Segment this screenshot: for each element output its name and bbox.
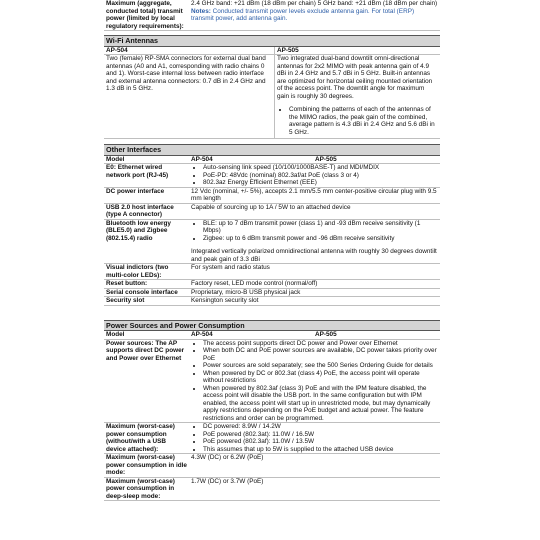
row-value — [189, 423, 440, 454]
max-power-list — [191, 423, 438, 453]
row-value: Capable of sourcing up to 1A / 5W to an attached device — [189, 203, 440, 219]
row-label: Power sources: The AP supports direct DC power and Power over Ethernet — [104, 339, 189, 423]
section-title-other-interfaces: Other Interfaces — [104, 144, 440, 156]
table-row — [104, 297, 440, 306]
header-ap505: AP-505 — [315, 155, 337, 163]
row-value — [189, 0, 440, 31]
transmit-power-value: 2.4 GHz band: +21 dBm (18 dBm per chain) 5 GHz band: +21 dBm (18 dBm per chain) — [191, 0, 438, 7]
row-value: For system and radio status — [189, 264, 440, 280]
power-table — [104, 331, 440, 501]
table-row — [104, 477, 440, 501]
header-model: Model — [104, 331, 189, 339]
table-header-row — [104, 156, 440, 164]
table-row — [104, 280, 440, 289]
list-item: • 802.3az Energy Efficient Ethernet (EEE) — [203, 179, 438, 187]
row-value: 12 Vdc (nominal, +/- 5%), accepts 2.1 mm/5.5 mm center-positive circular plug with 9.5 mm length — [189, 187, 440, 203]
list-item: • PoE powered (802.3at): 11.0W / 16.5W — [203, 431, 438, 439]
col-ap505: AP-505 — [275, 47, 441, 55]
transmit-power-note — [191, 8, 438, 23]
table-row — [104, 288, 440, 297]
table-row — [104, 339, 440, 423]
table-row — [104, 0, 440, 31]
table-row — [104, 423, 440, 454]
bluetooth-antenna-text: Integrated vertically polarized omnidirectional antenna with roughly 30 degrees downtilt and peak gain of 3.3 dBi — [191, 248, 437, 263]
ethernet-list — [191, 164, 438, 187]
list-item: • PoE powered (802.3af): 11.0W / 13.5W — [203, 438, 438, 446]
ap505-antenna-list — [277, 106, 438, 136]
col-ap504: AP-504 — [104, 47, 275, 55]
row-label: Maximum (worst-case) power consumption in deep-sleep mode: — [104, 477, 189, 501]
header-ap504: AP-504 — [191, 331, 213, 338]
table-row — [104, 454, 440, 478]
ap504-antenna-text: Two (female) RP-SMA connectors for external dual band antennas (A0 and A1, corresponding with radio chains 0 and 1). Worst-case internal loss between radio interface and external antenna connectors: 0.7 dB in 2.4 GHz and 1.3 dB in 5 GHz. — [104, 55, 275, 139]
table-row — [104, 187, 440, 203]
row-label: Bluetooth low energy (BLE5.0) and Zigbee (802.15.4) radio — [104, 219, 189, 264]
list-item: • DC powered: 8.9W / 14.2W — [203, 423, 438, 431]
table-row — [104, 55, 440, 139]
row-value: Proprietary, micro-B USB physical jack — [189, 288, 440, 297]
header-models — [189, 331, 440, 339]
row-label: Security slot — [104, 297, 189, 306]
row-label: Maximum (worst-case) power consumption (without/with a USB device attached): — [104, 423, 189, 454]
transmit-power-table — [104, 0, 440, 31]
list-item: • Combining the patterns of each of the antennas of the MIMO radios, the peak gain of the combined, average pattern is 4.3 dBi in 2.4 GHz and 5.6 dBi in 5 GHz. — [289, 106, 438, 136]
other-interfaces-table — [104, 156, 440, 306]
header-ap505: AP-505 — [315, 331, 337, 338]
note-label: Notes: — [191, 7, 211, 15]
section-title-wifi-antennas: Wi-Fi Antennas — [104, 35, 440, 47]
list-item: • This assumes that up to 5W is supplied to the attached USB device — [203, 446, 438, 454]
list-item: • When powered by 802.3af (class 3) PoE and with the IPM feature disabled, the access point will disable the USB port. In the same configuration but with IPM enabled, the access point will start up in unrestricted mode, but may dynamically apply restrictions depending on the PoE budget and actual power. The feature restrictions and order can be programmed. — [203, 385, 438, 423]
list-item: • When both DC and PoE power sources are available, DC power takes priority over PoE — [203, 347, 438, 362]
list-item: • Auto-sensing link speed (10/100/1000BASE-T) and MDI/MDIX — [203, 164, 438, 172]
row-label: USB 2.0 host interface (type A connector) — [104, 203, 189, 219]
ap505-antenna-text: Two integrated dual-band downtilt omni-directional antennas for 2x2 MIMO with peak antenna gain of 4.9 dBi in 2.4 GHz and 5.7 dBi in 5 GHz. Built-in antennas are optimized for horizontal ceiling mounted orientation of the access point. The downtilt angle for maximum gain is roughly 30 degrees. — [277, 55, 433, 100]
table-header-row — [104, 47, 440, 55]
list-item: • Zigbee: up to 6 dBm transmit power and -96 dBm receive sensitivity — [203, 235, 438, 243]
section-title-power: Power Sources and Power Consumption — [104, 320, 440, 332]
table-header-row — [104, 331, 440, 339]
note-text: Conducted transmit power levels exclude antenna gain. For total (ERP) transmit power, add antenna gain. — [191, 7, 415, 22]
row-label: E0: Ethernet wired network port (RJ-45) — [104, 164, 189, 188]
row-label: Visual indictors (two multi-color LEDs): — [104, 264, 189, 280]
table-row — [104, 219, 440, 264]
wifi-antennas-table — [104, 47, 440, 140]
header-ap504: AP-504 — [191, 155, 213, 163]
row-value: 1.7W (DC) or 3.7W (PoE) — [189, 477, 440, 501]
list-item: • PoE-PD: 48Vdc (nominal) 802.3af/at PoE (class 3 or 4) — [203, 172, 438, 180]
header-model: Model — [104, 156, 189, 164]
row-value: Factory reset, LED mode control (normal/off) — [189, 280, 440, 289]
list-item: • When powered by DC or 802.3at (class 4) PoE, the access point will operate without restrictions — [203, 370, 438, 385]
row-value — [189, 339, 440, 423]
row-value: Kensington security slot — [189, 297, 440, 306]
row-value — [189, 219, 440, 264]
row-label: Maximum (worst-case) power consumption in idle mode: — [104, 454, 189, 478]
bluetooth-list — [191, 220, 438, 243]
row-label: Maximum (aggregate, conducted total) transmit power (limited by local regulatory requirements): — [104, 0, 189, 31]
table-row — [104, 264, 440, 280]
power-sources-list — [191, 340, 438, 423]
table-row — [104, 164, 440, 188]
row-label: Serial console interface — [104, 288, 189, 297]
row-value: 4.3W (DC) or 6.2W (PoE) — [189, 454, 440, 478]
list-item: • BLE: up to 7 dBm transmit power (class 1) and -93 dBm receive sensitivity (1 Mbps) — [203, 220, 438, 235]
table-row — [104, 203, 440, 219]
row-label: Reset button: — [104, 280, 189, 289]
row-label: DC power interface — [104, 187, 189, 203]
list-item: • The access point supports direct DC power and Power over Ethernet — [203, 340, 438, 348]
list-item: • Power sources are sold separately; see the 500 Series Ordering Guide for details — [203, 362, 438, 370]
ap505-antenna-cell — [275, 55, 441, 139]
header-models — [189, 156, 440, 164]
datasheet-page — [104, 0, 440, 501]
row-value — [189, 164, 440, 188]
